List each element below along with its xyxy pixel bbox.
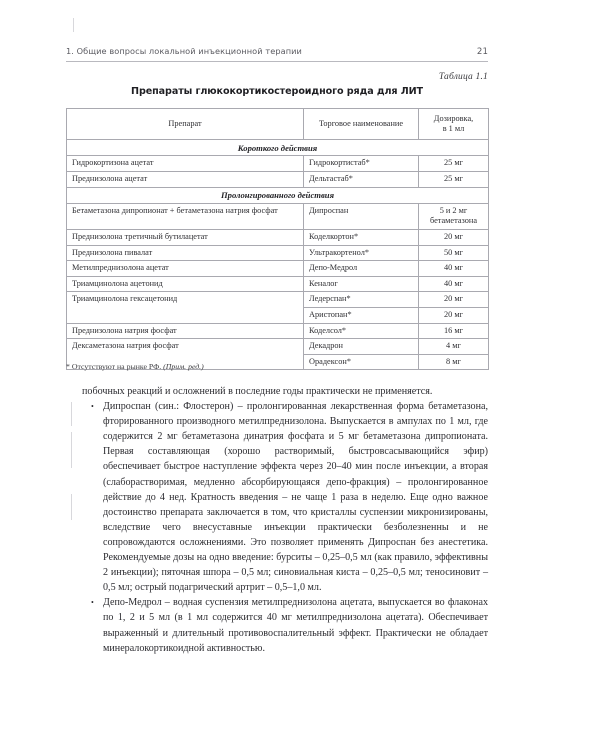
cell-trade: Коделсол* — [304, 323, 419, 339]
cell-drug: Преднизолона пивалат — [67, 245, 304, 261]
cell-trade: Ледерспан* — [304, 292, 419, 308]
cell-dose-line1: 5 и 2 мг — [439, 206, 468, 216]
column-header-dosage — [419, 109, 489, 140]
table-title: Препараты глюкокортикостероидного ряда для ЛИТ — [131, 86, 423, 97]
table-section-header-short-acting — [67, 140, 489, 156]
section-title: Короткого действия — [67, 140, 489, 156]
cell-dose: 25 мг — [419, 156, 489, 172]
table-footnote — [66, 362, 204, 371]
cell-dose: 50 мг — [419, 245, 489, 261]
margin-tick-mark — [73, 18, 74, 32]
table-head — [67, 109, 489, 140]
body-content — [82, 384, 488, 656]
table-row — [67, 323, 489, 339]
table-row — [67, 245, 489, 261]
list-item: • Дипроспан (син.: Флостерон) – пролонгированная лекарственная форма бетаметазона, фторированного производного метилпреднизолона. Выпускается в ампулах по 1 мл, где содержится 2 мг бетаметазона динатрия фосфата и 5 мг бетаметазона дипропионата. Первая составляющая (хорошо растворимый, быстровсасывающийся эфир) обеспечивает быстрое наступление эффекта через 20–40 мин после инъекции, а вторая (слаборастворимая, медленно абсорбирующаяся депо-фракция) – пролонгированное действие до 4 нед. Кратность введения – не чаще 1 раза в неделю. Еще одно важное достоинство препарата заключается в том, что кристаллы суспензии микронизированы, вследствие чего внесуставные инъекции практически безболезненны и не сопровождаются осложнениями. Это позволяет применять Дипроспан без анестетика. Рекомендуемые дозы на одно введение: бурситы – 0,25–0,5 мл (как правило, эффективны 2 инъекции); пяточная шпора – 0,5 мл; синовиальная киста – 0,25–0,5 мл; теносиновит – 0,5 мл; острый подагрический артрит – 0,5–1,0 мл. — [82, 399, 488, 595]
table-row — [67, 339, 489, 355]
cell-trade: Ультракортенол* — [304, 245, 419, 261]
table-label: Таблица 1.1 — [438, 72, 488, 82]
table-section-header-prolonged-acting — [67, 187, 489, 203]
cell-drug: Гидрокортизона ацетат — [67, 156, 304, 172]
cell-drug: Преднизолона третичный бутилацетат — [67, 229, 304, 245]
chapter-title: 1. Общие вопросы локальной инъекционной терапии — [66, 46, 302, 56]
table-row — [67, 229, 489, 245]
section-title: Пролонгированного действия — [67, 187, 489, 203]
cell-dose: 25 мг — [419, 172, 489, 188]
cell-trade: Дипроспан — [304, 204, 419, 230]
cell-trade: Декадрон — [304, 339, 419, 355]
cell-dose: 20 мг — [419, 307, 489, 323]
table-row — [67, 172, 489, 188]
cell-drug: Дексаметазона натрия фосфат — [67, 339, 304, 370]
bullet-list — [82, 399, 488, 656]
footnote-marker: * — [66, 362, 70, 371]
cell-dose: 16 мг — [419, 323, 489, 339]
continuation-paragraph: побочных реакций и осложнений в последние годы практически не применяется. — [82, 386, 433, 397]
cell-dose: 40 мг — [419, 261, 489, 277]
table-header-row — [67, 109, 489, 140]
cell-drug: Бетаметазона дипропионат + бетаметазона натрия фосфат — [67, 204, 304, 230]
footnote-text: Отсутствуют на рынке РФ. — [71, 362, 162, 371]
running-header — [66, 46, 488, 57]
footnote-editor-note: (Прим. ред.) — [163, 362, 204, 371]
page-number: 21 — [476, 47, 488, 57]
table-body — [67, 140, 489, 370]
cell-dose: 40 мг — [419, 276, 489, 292]
header-rule — [66, 61, 488, 62]
cell-trade: Аристопан* — [304, 307, 419, 323]
cell-dose: 20 мг — [419, 229, 489, 245]
cell-dose-line2: бетаметазона — [429, 216, 478, 226]
cell-dose: 4 мг — [419, 339, 489, 355]
table-row — [67, 276, 489, 292]
cell-drug: Преднизолона натрия фосфат — [67, 323, 304, 339]
cell-drug: Метилпреднизолона ацетат — [67, 261, 304, 277]
cell-trade: Кеналог — [304, 276, 419, 292]
cell-trade: Орадексон* — [304, 354, 419, 370]
cell-drug: Преднизолона ацетат — [67, 172, 304, 188]
cell-dose — [419, 204, 489, 230]
column-header-trade-name: Торговое наименование — [304, 109, 419, 140]
drug-table — [66, 108, 489, 370]
margin-tick-mark — [71, 432, 72, 468]
cell-trade: Коделкортон* — [304, 229, 419, 245]
table-row — [67, 292, 489, 308]
margin-tick-mark — [71, 402, 72, 426]
column-header-dosage-line2: в 1 мл — [442, 124, 465, 133]
cell-trade: Гидрокортистаб* — [304, 156, 419, 172]
column-header-dosage-line1: Дозировка, — [433, 113, 474, 123]
cell-trade: Дельтастаб* — [304, 172, 419, 188]
cell-dose: 20 мг — [419, 292, 489, 308]
cell-dose: 8 мг — [419, 354, 489, 370]
column-header-drug: Препарат — [67, 109, 304, 140]
list-item: • Депо-Медрол – водная суспензия метилпреднизолона ацетата, выпускается во флаконах по 1, 2 и 5 мл (в 1 мл содержится 40 мг метилпреднизолона ацетата). Обеспечивает выраженный и длительный противовоспалительный эффект. Практически не обладает минералокортикоидной активностью. — [82, 595, 488, 655]
table-row — [67, 204, 489, 230]
cell-drug: Триамцинолона ацетонид — [67, 276, 304, 292]
cell-trade: Депо-Медрол — [304, 261, 419, 277]
table-row — [67, 261, 489, 277]
margin-tick-mark — [71, 494, 72, 520]
cell-drug: Триамцинолона гексацетонид — [67, 292, 304, 323]
table-row — [67, 156, 489, 172]
